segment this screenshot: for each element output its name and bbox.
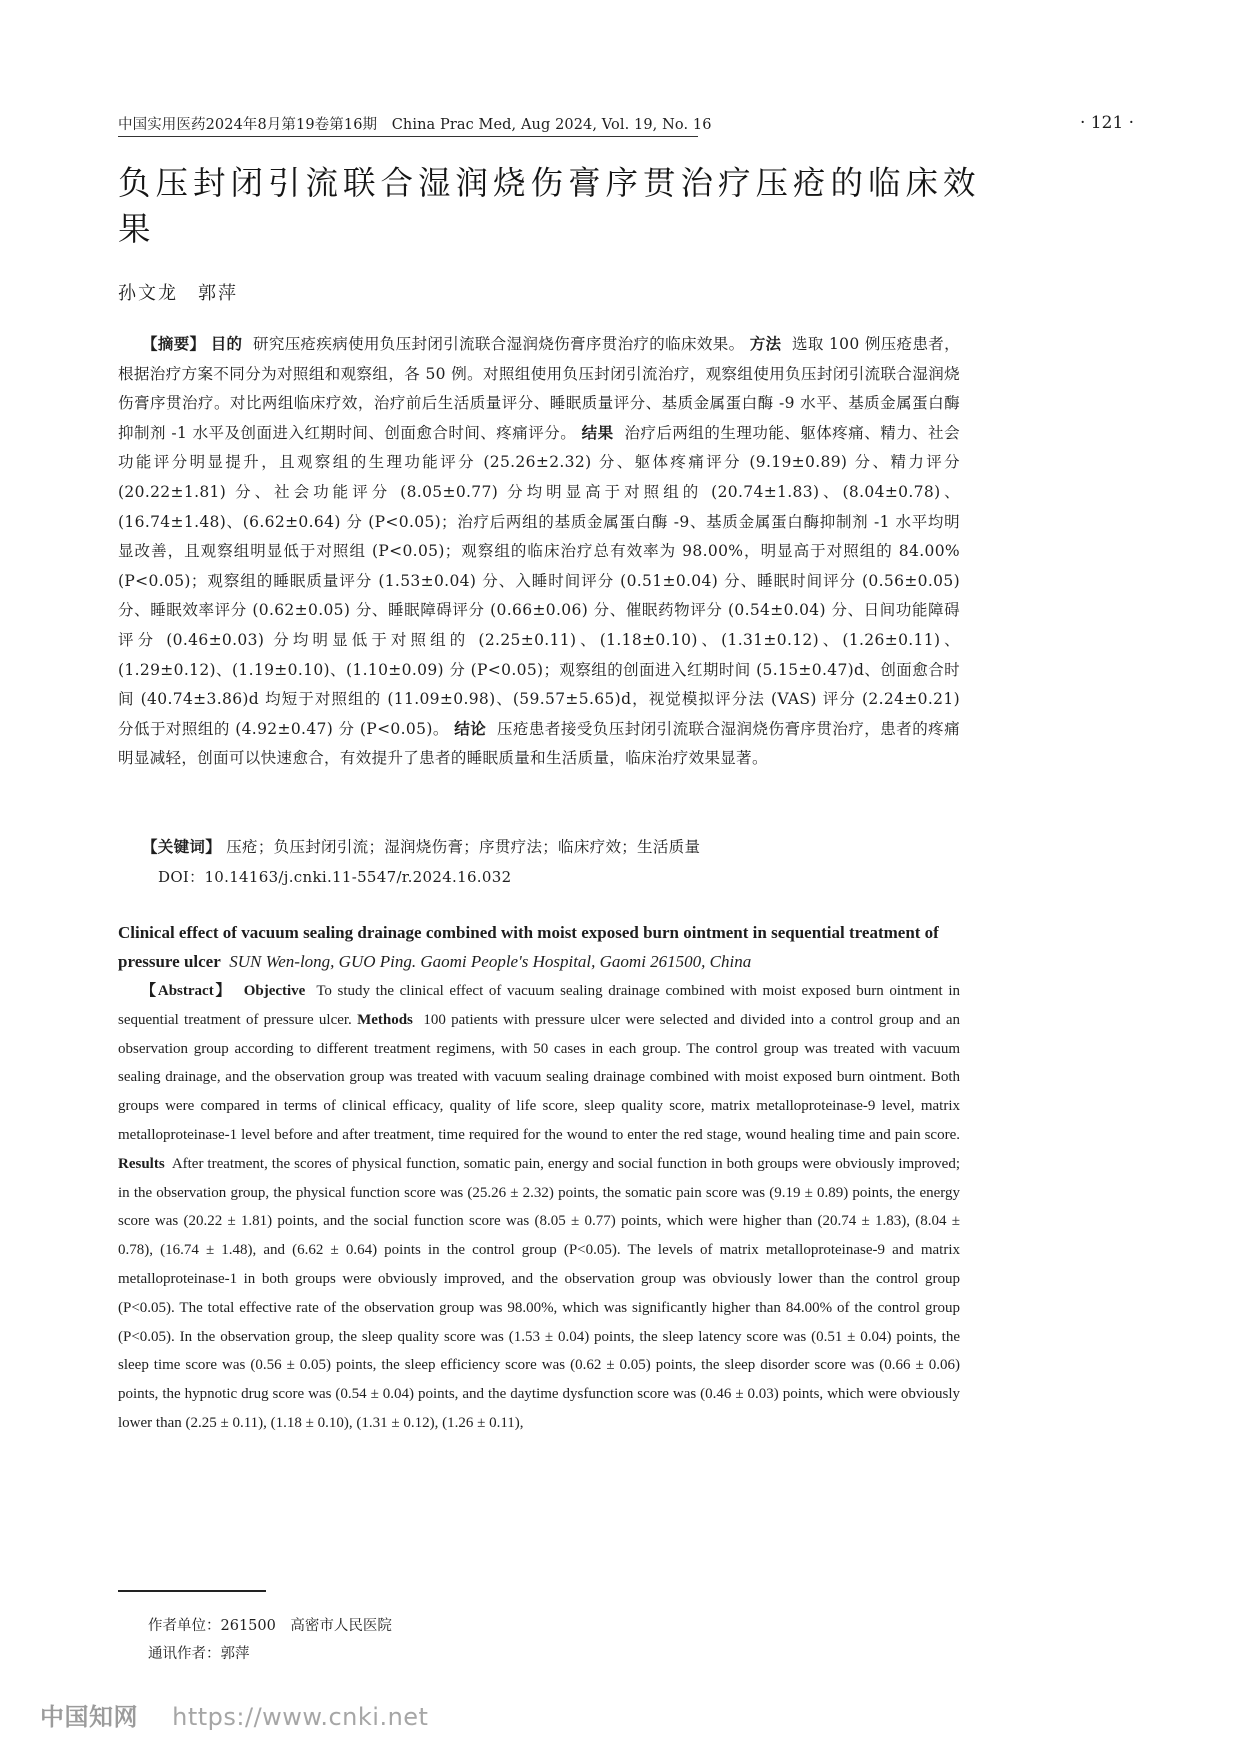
english-methods-label: Methods <box>357 1011 413 1028</box>
english-results-text: After treatment, the scores of physical function, somatic pain, energy and social function in both groups were obviously improved; in the observation group, the physical function score was (25.26 ± 2.32) points, the somatic pain score was (9.19 ± 0.89) points, the energy score was (20.22 ± 1.81) points, and the social function score was (8.05 ± 0.77) points, which were higher than (20.74 ± 1.83), (8.04 ± 0.78), (16.74 ± 1.48), and (6.62 ± 0.64) points in the control group (P<0.05). The levels of matrix metalloproteinase-9 and matrix metalloproteinase-1 in both groups were obviously improved, and the observation group was obviously lower than the control group (P<0.05). The total effective rate of the observation group was 98.00%, which was significantly higher than 84.00% of the control group (P<0.05). In the observation group, the sleep quality score was (1.53 ± 0.04) points, the sleep latency score was (0.51 ± 0.04) points, the sleep time score was (0.56 ± 0.05) points, the sleep efficiency score was (0.62 ± 0.05) points, the sleep disorder score was (0.66 ± 0.06) points, the hypnotic drug score was (0.54 ± 0.04) points, and the daytime dysfunction score was (0.46 ± 0.03) points, which were obviously lower than (2.25 ± 0.11), (1.18 ± 0.10), (1.31 ± 0.12), (1.26 ± 0.11), <box>118 1155 960 1431</box>
english-objective-label: Objective <box>243 983 306 999</box>
cnki-logo: 中国知网 <box>40 1703 138 1731</box>
english-abstract <box>118 977 960 1438</box>
objective-text: 研究压疮疾病使用负压封闭引流联合湿润烧伤膏序贯治疗的临床效果。 <box>252 335 745 353</box>
chinese-abstract <box>118 330 960 774</box>
conclusion-label: 结论 <box>454 719 487 738</box>
corresponding-author: 通讯作者：郭萍 <box>148 1646 250 1662</box>
english-authors: SUN Wen-long, GUO Ping. Gaomi People's Hospital, Gaomi 261500, China <box>229 952 752 971</box>
cnki-watermark <box>40 1697 428 1732</box>
results-label: 结果 <box>581 423 614 442</box>
english-title-block <box>118 918 963 976</box>
methods-text: 选取 100 例压疮患者，根据治疗方案不同分为对照组和观察组，各 50 例。对照组使用负压封闭引流治疗，观察组使用负压封闭引流联合湿润烧伤膏序贯治疗。对比两组临床疗效，治疗前后生活质量评分、睡眠质量评分、基质金属蛋白酶 -9 水平、基质金属蛋白酶抑制剂 -1 水平及创面进入红期时间、创面愈合时间、疼痛评分。 <box>118 335 960 442</box>
english-abstract-label: 【Abstract】 <box>141 983 233 999</box>
running-header: 中国实用医药2024年8月第19卷第16期 China Prac Med, Aug 2024, Vol. 19, No. 16 <box>118 117 712 133</box>
page-number: · 121 · <box>1080 113 1135 133</box>
english-objective-text: To study the clinical effect of vacuum sealing drainage combined with moist exposed burn ointment in sequential treatment of pressure ulcer. <box>118 983 960 1028</box>
methods-label: 方法 <box>749 335 782 353</box>
author-affiliation: 作者单位：261500 高密市人民医院 <box>148 1618 392 1634</box>
english-title: Clinical effect of vacuum sealing drainage combined with moist exposed burn ointment in sequential treatment of pressure ulcer <box>118 923 939 971</box>
cnki-url: https://www.cnki.net <box>172 1703 429 1731</box>
author-list: 孙文龙 郭萍 <box>118 283 238 304</box>
keywords <box>142 835 700 857</box>
results-text: 治疗后两组的生理功能、躯体疼痛、精力、社会功能评分明显提升，且观察组的生理功能评分 (25.26±2.32) 分、躯体疼痛评分 (9.19±0.89) 分、精力评分 (20.22±1.81) 分、社会功能评分 (8.05±0.77) 分均明显高于对照组的 (20.74±1.83)、(8.04±0.78)、(16.74±1.48)、(6.62±0.64) 分 (P<0.05)；治疗后两组的基质金属蛋白酶 -9、基质金属蛋白酶抑制剂 -1 水平均明显改善，且观察组明显低于对照组 (P<0.05)；观察组的临床治疗总有效率为 98.00%，明显高于对照组的 84.00%(P<0.05)；观察组的睡眠质量评分 (1.53±0.04) 分、入睡时间评分 (0.51±0.04) 分、睡眠时间评分 (0.56±0.05) 分、睡眠效率评分 (0.62±0.05) 分、睡眠障碍评分 (0.66±0.06) 分、催眠药物评分 (0.54±0.04) 分、日间功能障碍评分 (0.46±0.03) 分均明显低于对照组的 (2.25±0.11)、(1.18±0.10)、(1.31±0.12)、(1.26±0.11)、(1.29±0.12)、(1.19±0.10)、(1.10±0.09) 分 (P<0.05)；观察组的创面进入红期时间 (5.15±0.47)d、创面愈合时间 (40.74±3.86)d 均短于对照组的 (11.09±0.98)、(59.57±5.65)d，视觉模拟评分法 (VAS) 评分 (2.24±0.21) 分低于对照组的 (4.92±0.47) 分 (P<0.05)。 <box>118 423 961 738</box>
english-results-label: Results <box>118 1155 165 1172</box>
conclusion-text: 压疮患者接受负压封闭引流联合湿润烧伤膏序贯治疗，患者的疼痛明显减轻，创面可以快速愈合，有效提升了患者的睡眠质量和生活质量，临床治疗效果显著。 <box>118 719 961 768</box>
keywords-text: 压疮；负压封闭引流；湿润烧伤膏；序贯疗法；临床疗效；生活质量 <box>226 838 701 856</box>
english-methods-text: 100 patients with pressure ulcer were selected and divided into a control group and an observation group according to different treatment regimens, with 50 cases in each group. The control group was treated with vacuum sealing drainage, and the observation group was treated with vacuum sealing drainage combined with moist exposed burn ointment. Both groups were compared in terms of clinical efficacy, quality of life score, sleep quality score, matrix metalloproteinase-9 level, matrix metalloproteinase-1 level before and after treatment, time required for the wound to enter the red stage, wound healing time and pain score. <box>118 1011 961 1143</box>
footnote <box>148 1612 392 1668</box>
objective-label: 目的 <box>210 335 243 353</box>
doi: DOI：10.14163/j.cnki.11-5547/r.2024.16.032 <box>158 868 512 886</box>
footnote-rule <box>118 1590 266 1592</box>
article-title: 负压封闭引流联合湿润烧伤膏序贯治疗压疮的临床效果 <box>118 164 981 248</box>
abstract-label: 【摘要】 <box>142 335 206 353</box>
keywords-label: 【关键词】 <box>142 838 222 856</box>
header-rule <box>118 136 698 137</box>
